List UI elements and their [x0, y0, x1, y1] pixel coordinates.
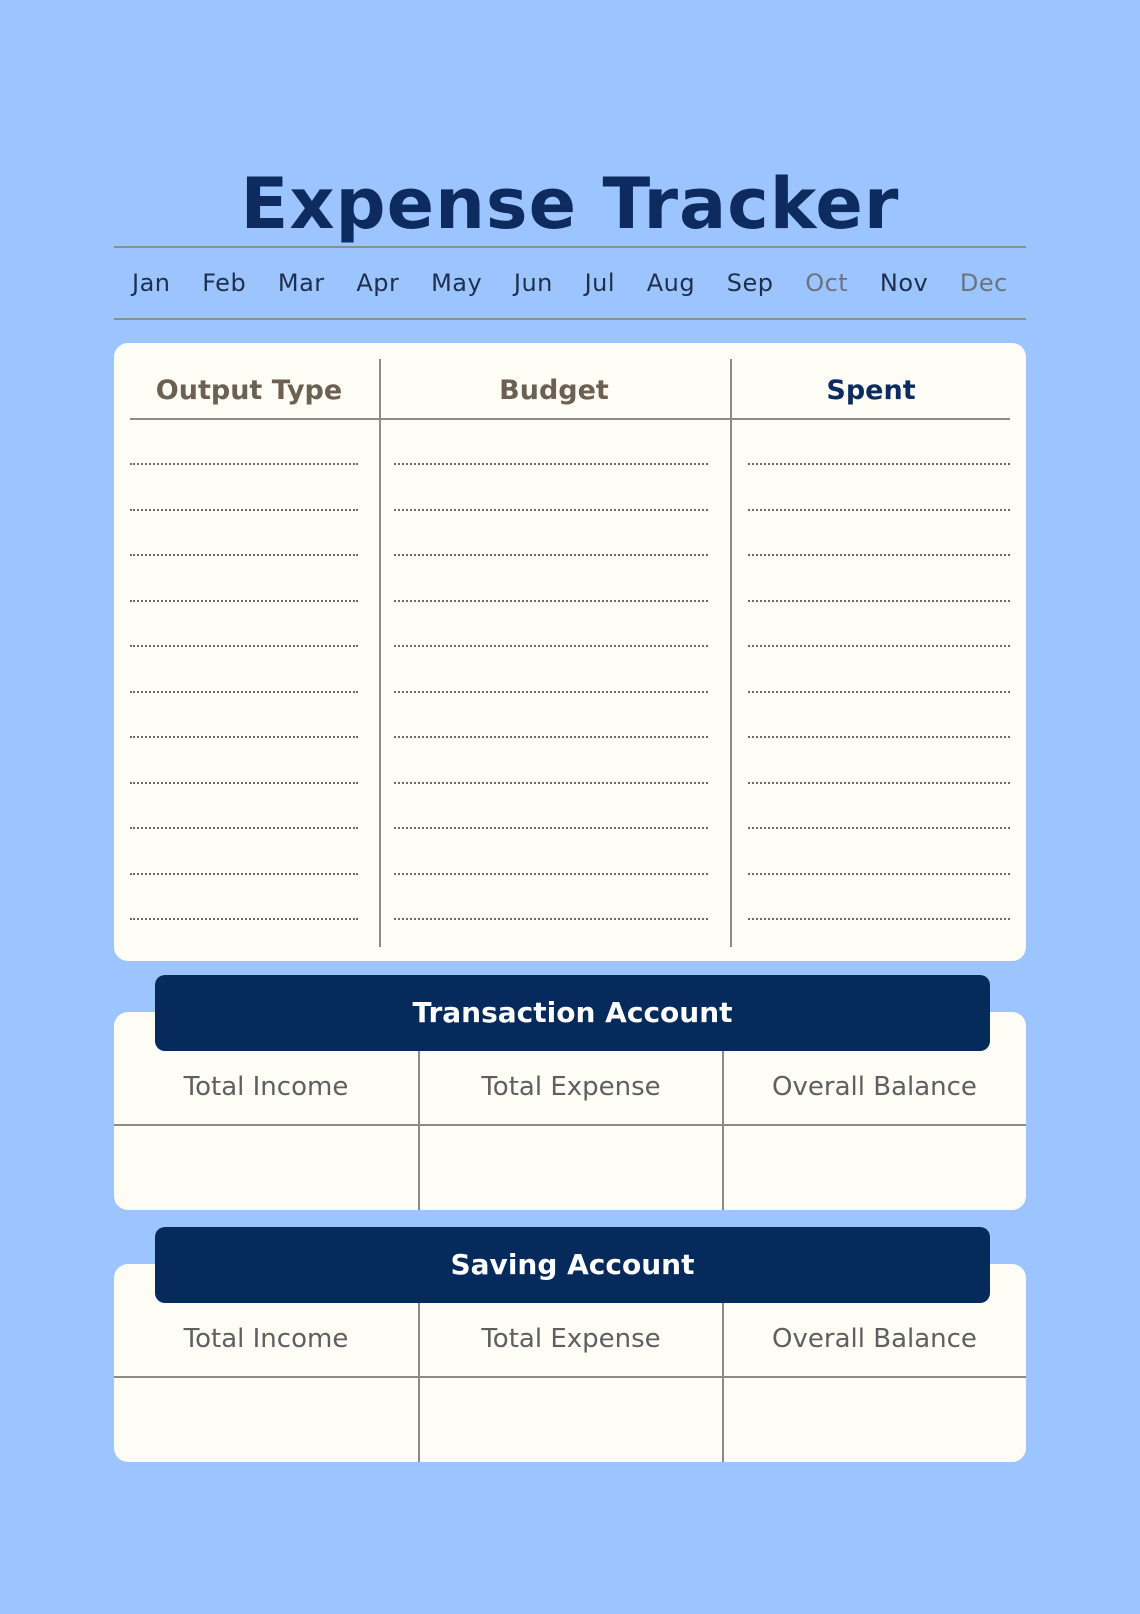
month-mar[interactable]: Mar — [277, 269, 325, 297]
entry-line[interactable] — [130, 873, 358, 875]
entry-line[interactable] — [130, 600, 358, 602]
saving-overall-balance-label: Overall Balance — [772, 1324, 977, 1354]
month-feb[interactable]: Feb — [202, 269, 247, 297]
entry-line[interactable] — [748, 463, 1010, 465]
entry-line[interactable] — [748, 736, 1010, 738]
expense-table-card — [114, 343, 1026, 961]
saving-total-expense-value[interactable] — [420, 1378, 722, 1460]
saving-total-expense-label: Total Expense — [481, 1324, 661, 1354]
month-oct[interactable]: Oct — [805, 269, 849, 297]
saving-total-income-label: Total Income — [183, 1324, 349, 1354]
entry-line[interactable] — [130, 554, 358, 556]
entry-line[interactable] — [394, 782, 708, 784]
entry-line[interactable] — [394, 827, 708, 829]
entry-line[interactable] — [748, 600, 1010, 602]
entry-line[interactable] — [394, 873, 708, 875]
entry-line[interactable] — [748, 691, 1010, 693]
column-divider — [379, 359, 381, 947]
transaction-overall-balance-value[interactable] — [724, 1126, 1026, 1208]
column-header-output-type: Output Type — [155, 375, 343, 406]
entry-line[interactable] — [394, 645, 708, 647]
saving-account-heading: Saving Account — [155, 1227, 990, 1303]
transaction-account-heading: Transaction Account — [155, 975, 990, 1051]
entry-line[interactable] — [394, 463, 708, 465]
month-may[interactable]: May — [431, 269, 483, 297]
entry-line[interactable] — [748, 873, 1010, 875]
saving-overall-balance-value[interactable] — [724, 1378, 1026, 1460]
header-divider — [130, 418, 1010, 420]
month-sep[interactable]: Sep — [726, 269, 774, 297]
entry-line[interactable] — [394, 918, 708, 920]
saving-total-income-value[interactable] — [114, 1378, 418, 1460]
transaction-overall-balance-label: Overall Balance — [772, 1072, 977, 1102]
page-title: Expense Tracker — [240, 162, 900, 245]
column-header-spent: Spent — [826, 375, 916, 406]
transaction-total-expense-value[interactable] — [420, 1126, 722, 1208]
entry-line[interactable] — [748, 827, 1010, 829]
entry-line[interactable] — [394, 554, 708, 556]
month-nov[interactable]: Nov — [879, 269, 929, 297]
entry-line[interactable] — [394, 509, 708, 511]
month-dec[interactable]: Dec — [959, 269, 1008, 297]
month-aug[interactable]: Aug — [646, 269, 696, 297]
entry-line[interactable] — [748, 554, 1010, 556]
entry-line[interactable] — [748, 509, 1010, 511]
entry-line[interactable] — [130, 509, 358, 511]
transaction-total-expense-label: Total Expense — [481, 1072, 661, 1102]
entry-line[interactable] — [130, 782, 358, 784]
entry-line[interactable] — [748, 782, 1010, 784]
entry-line[interactable] — [130, 691, 358, 693]
month-jun[interactable]: Jun — [513, 269, 553, 297]
month-jul[interactable]: Jul — [584, 269, 616, 297]
entry-line[interactable] — [394, 691, 708, 693]
entry-line[interactable] — [130, 463, 358, 465]
entry-line[interactable] — [748, 645, 1010, 647]
transaction-total-income-label: Total Income — [183, 1072, 349, 1102]
column-divider — [730, 359, 732, 947]
month-selector — [114, 246, 1026, 320]
entry-line[interactable] — [130, 918, 358, 920]
entry-line[interactable] — [748, 918, 1010, 920]
transaction-total-income-value[interactable] — [114, 1126, 418, 1208]
entry-line[interactable] — [394, 600, 708, 602]
month-jan[interactable]: Jan — [132, 269, 171, 297]
entry-line[interactable] — [130, 645, 358, 647]
entry-line[interactable] — [130, 736, 358, 738]
column-header-budget: Budget — [499, 375, 609, 406]
month-apr[interactable]: Apr — [356, 269, 400, 297]
entry-line[interactable] — [130, 827, 358, 829]
entry-line[interactable] — [394, 736, 708, 738]
